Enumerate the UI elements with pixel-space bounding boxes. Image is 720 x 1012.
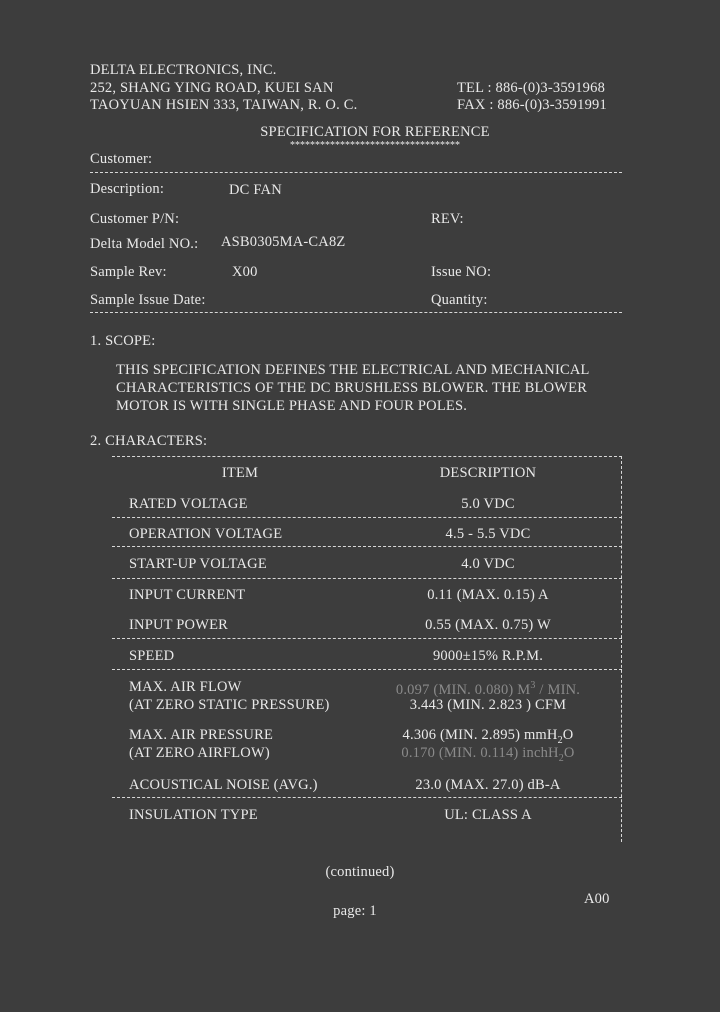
quantity-label: Quantity: [431,292,488,308]
row-item-start-up-voltage: START-UP VOLTAGE [129,556,267,572]
row-item-zero-static-pressure: (AT ZERO STATIC PRESSURE) [129,697,330,713]
row-divider [112,797,622,798]
row-desc-airflow-cfm: 3.443 (MIN. 2.823 ) CFM [409,697,567,713]
row-desc-max-air-pressure: 4.306 (MIN. 2.895) mmH$_2$O [402,727,574,746]
column-header-item: ITEM [221,465,259,481]
continued-note: (continued) [325,864,395,880]
scope-text-line-2: CHARACTERISTICS OF THE DC BRUSHLESS BLOWER. THE BLOWER [116,380,588,396]
row-divider [112,638,622,639]
document-title: SPECIFICATION FOR REFERENCE [260,124,490,140]
model-value: ASB0305MA-CA8Z [221,234,346,250]
row-item-max-air-pressure: MAX. AIR PRESSURE [129,727,274,743]
issue-no-label: Issue NO: [431,264,492,280]
row-item-operation-voltage: OPERATION VOLTAGE [129,526,283,542]
sample-rev-value: X00 [232,264,258,280]
customer-pn-label: Customer P/N: [90,211,180,227]
row-desc-operation-voltage: 4.5 - 5.5 VDC [445,526,531,542]
row-desc-input-power: 0.55 (MAX. 0.75) W [425,617,551,633]
fax-number: FAX : 886-(0)3-3591991 [457,97,607,113]
title-stars: ********************************** [290,140,460,151]
column-header-description: DESCRIPTION [439,465,537,481]
row-item-speed: SPEED [129,648,175,664]
sample-rev-label: Sample Rev: [90,264,167,280]
divider [90,172,622,173]
row-item-input-current: INPUT CURRENT [129,587,246,603]
row-item-acoustical-noise: ACOUSTICAL NOISE (AVG.) [129,777,318,793]
page-number: page: 1 [333,903,377,919]
rev-label: REV: [431,211,464,227]
row-desc-input-current: 0.11 (MAX. 0.15) A [427,587,549,603]
row-desc-rated-voltage: 5.0 VDC [461,496,515,512]
row-desc-acoustical-noise: 23.0 (MAX. 27.0) dB-A [415,777,561,793]
model-label: Delta Model NO.: [90,236,199,252]
description-value: DC FAN [229,182,282,198]
company-name: DELTA ELECTRONICS, INC. [90,62,277,78]
row-item-insulation-type: INSULATION TYPE [129,807,258,823]
tel-number: TEL : 886-(0)3-3591968 [457,80,606,96]
address-line-1: 252, SHANG YING ROAD, KUEI SAN [90,80,334,96]
row-item-zero-airflow: (AT ZERO AIRFLOW) [129,745,270,761]
row-divider [112,517,622,518]
revision-code: A00 [584,891,610,907]
row-item-max-air-flow: MAX. AIR FLOW [129,679,242,695]
customer-label: Customer: [90,151,153,167]
row-item-rated-voltage: RATED VOLTAGE [129,496,248,512]
table-right-border [621,456,622,842]
scope-text-line-3: MOTOR IS WITH SINGLE PHASE AND FOUR POLES. [116,398,468,414]
scope-heading: 1. SCOPE: [90,333,156,349]
characters-heading: 2. CHARACTERS: [90,433,208,449]
row-divider [112,546,622,547]
description-label: Description: [90,181,165,197]
row-desc-insulation-type: UL: CLASS A [444,807,532,823]
row-desc-speed: 9000±15% R.P.M. [432,648,544,664]
row-desc-pressure-inch: 0.170 (MIN. 0.114) inchH$_2$O [401,745,575,764]
row-item-input-power: INPUT POWER [129,617,229,633]
row-desc-max-air-flow: 0.097 (MIN. 0.080) $M^3$ / MIN. [395,680,581,698]
scope-text-line-1: THIS SPECIFICATION DEFINES THE ELECTRICAL AND MECHANICAL [116,362,590,378]
sample-issue-date-label: Sample Issue Date: [90,292,206,308]
row-divider [112,578,622,579]
row-divider [112,669,622,670]
address-line-2: TAOYUAN HSIEN 333, TAIWAN, R. O. C. [90,97,358,113]
table-top-border [112,456,622,457]
row-desc-start-up-voltage: 4.0 VDC [461,556,515,572]
divider [90,312,622,313]
